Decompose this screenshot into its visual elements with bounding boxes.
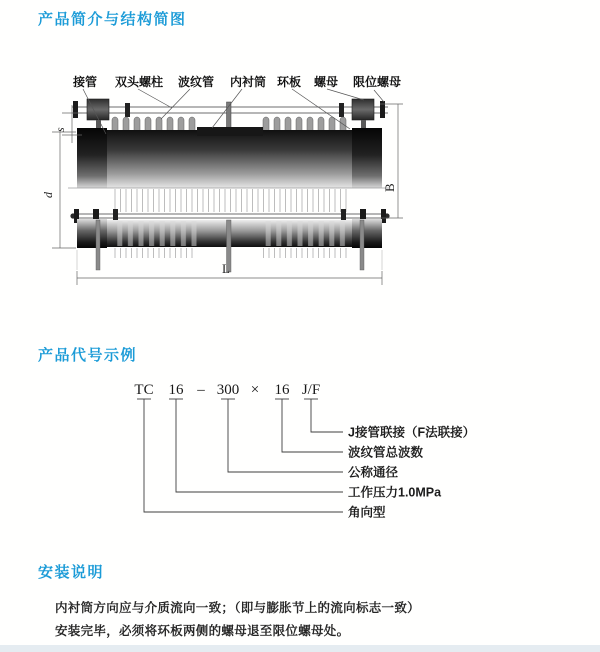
install-instructions (55, 597, 485, 643)
code-segment-diameter: 300 (216, 382, 240, 398)
part-label-nut: 螺母 (313, 75, 339, 89)
part-label-stud: 双头螺柱 (114, 75, 164, 89)
part-label-pipe: 接管 (72, 75, 98, 89)
part-label-liner: 内衬筒 (229, 75, 267, 89)
dimension-label-d: d (41, 192, 55, 198)
install-text-line-1: 内衬筒方向应与介质流向一致；（即与膨胀节上的流向标志一致） (55, 601, 420, 615)
section-heading-code: 产品代号示例 (38, 347, 138, 364)
code-callout-connection: J接管联接（F法联接） (348, 425, 476, 440)
section-heading-install: 安装说明 (38, 564, 105, 581)
code-callout-waves: 波纹管总波数 (348, 445, 424, 460)
dimension-label-b: B (382, 183, 397, 192)
part-label-limit-nut: 限位螺母 (352, 75, 402, 89)
dimension-label-l: L (222, 261, 230, 276)
code-callouts (348, 425, 475, 520)
code-callout-pressure: 工作压力1.0MPa (348, 485, 442, 500)
tie-rod-lower (72, 214, 388, 218)
code-segment-waves: 16 (274, 382, 290, 398)
shell-upper (77, 127, 382, 188)
code-segment-type: TC (134, 382, 154, 398)
part-label-bellows: 波纹管 (177, 75, 215, 89)
footer-strip (0, 645, 600, 652)
dimension-d (41, 132, 76, 248)
product-code-diagram (100, 378, 540, 528)
install-text-line-2: 安装完毕，必须将环板两侧的螺母退至限位螺母处。 (55, 624, 350, 638)
dimension-label-s: s (53, 127, 67, 132)
structure-diagram (30, 58, 470, 298)
part-labels (72, 74, 401, 89)
code-segments (134, 382, 320, 398)
code-callout-type: 角向型 (348, 505, 386, 520)
part-label-ring-plate: 环板 (276, 75, 302, 89)
code-segment-times: × (250, 382, 260, 398)
code-connectors (137, 399, 343, 512)
code-segment-dash: – (197, 382, 205, 398)
dimension-b (380, 104, 403, 218)
code-segment-pressure: 16 (168, 382, 184, 398)
code-segment-conn: J/F (301, 382, 321, 398)
hatch-lower (112, 189, 347, 212)
section-heading-intro: 产品简介与结构简图 (38, 11, 187, 28)
code-callout-diameter: 公称通径 (348, 465, 399, 480)
